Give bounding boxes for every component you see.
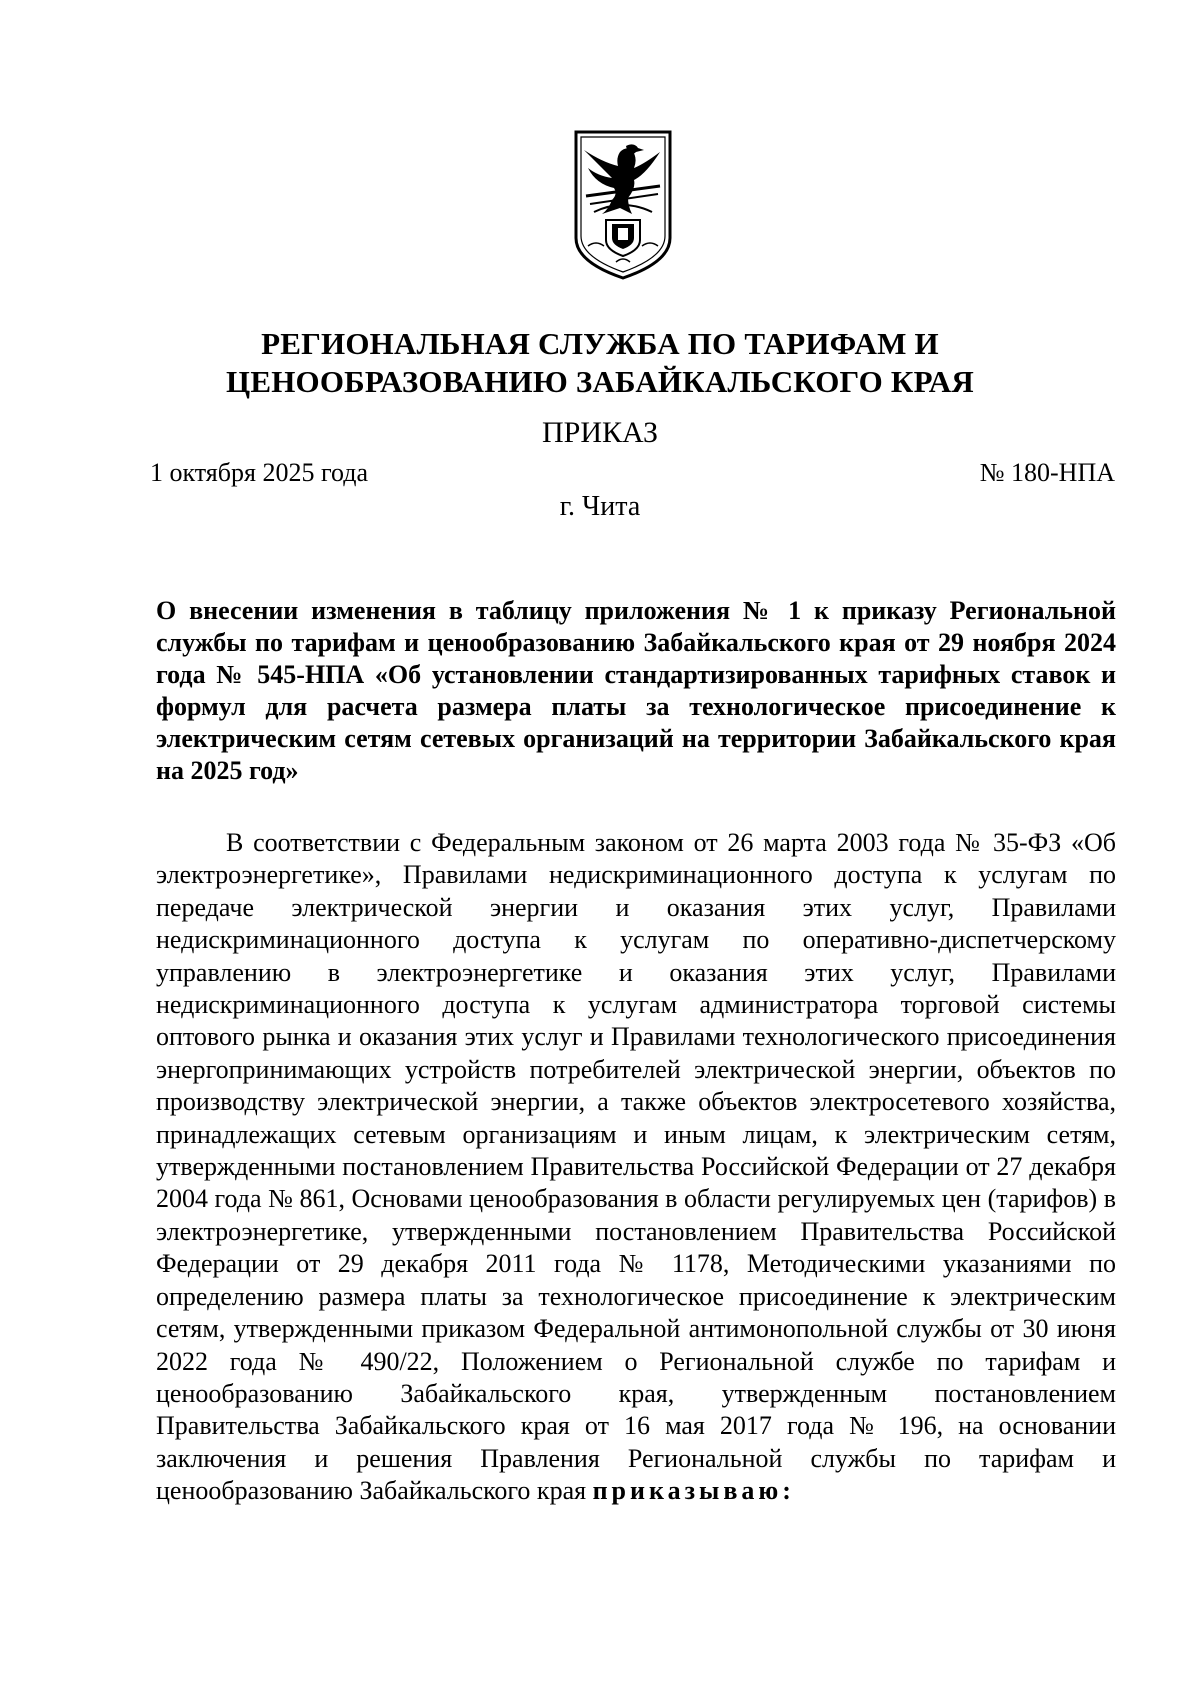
body-paragraph-command: приказываю: xyxy=(592,1476,795,1506)
document-date: 1 октября 2025 года xyxy=(150,458,368,487)
organization-title-line-1: РЕГИОНАЛЬНАЯ СЛУЖБА ПО ТАРИФАМ И xyxy=(261,326,939,361)
organization-title-line-2: ЦЕНООБРАЗОВАНИЮ ЗАБАЙКАЛЬСКОГО КРАЯ xyxy=(226,364,974,399)
document-body-paragraph xyxy=(156,827,1116,1508)
document-subject: О внесении изменения в таблицу приложения № 1 к приказу Региональной службы по тарифам и ценообразованию Забайкальского края от 29 ноября 2024 года № 545-НПА «Об установлении стандартизированных тарифных ставок и формул для расчета размера платы за технологическое присоединение к электрическим сетям сетевых организаций на территории Забайкальского края на 2025 год» xyxy=(156,596,1116,785)
zabaykalsky-krai-coat-of-arms-icon xyxy=(572,128,674,282)
document-number: № 180-НПА xyxy=(979,458,1115,487)
organization-title xyxy=(150,325,1050,401)
document-city: г. Чита xyxy=(559,491,641,522)
document-type: ПРИКАЗ xyxy=(542,416,658,449)
body-paragraph-text: В соответствии с Федеральным законом от 26 марта 2003 года № 35-ФЗ «Об электроэнергетике», Правилами недискриминационного доступа к услугам по передаче электрической энергии и оказания этих услуг, Правилами недискриминационного доступа к услугам по оперативно-диспетчерскому управлению в электроэнергетике и оказания этих услуг, Правилами недискриминационного доступа к услугам администратора торговой системы оптового рынка и оказания этих услуг и Правилами технологического присоединения энергопринимающих устройств потребителей электрической энергии, объектов по производству электрической энергии, а также объектов электросетевого хозяйства, принадлежащих сетевым организациям и иным лицам, к электрическим сетям, утвержденными постановлением Правительства Российской Федерации от 27 декабря 2004 года № 861, Основами ценообразования в области регулируемых цен (тарифов) в электроэнергетике, утвержденными постановлением Правительства Российской Федерации от 29 декабря 2011 года № 1178, Методическими указаниями по определению размера платы за технологическое присоединение к электрическим сетям, утвержденными приказом Федеральной антимонопольной службы от 30 июня 2022 года № 490/22, Положением о Региональной службе по тарифам и ценообразованию Забайкальского края, утвержденным постановлением Правительства Забайкальского края от 16 мая 2017 года № 196, на основании заключения и решения Правления Региональной службы по тарифам и ценообразованию Забайкальского края xyxy=(156,828,1116,1506)
